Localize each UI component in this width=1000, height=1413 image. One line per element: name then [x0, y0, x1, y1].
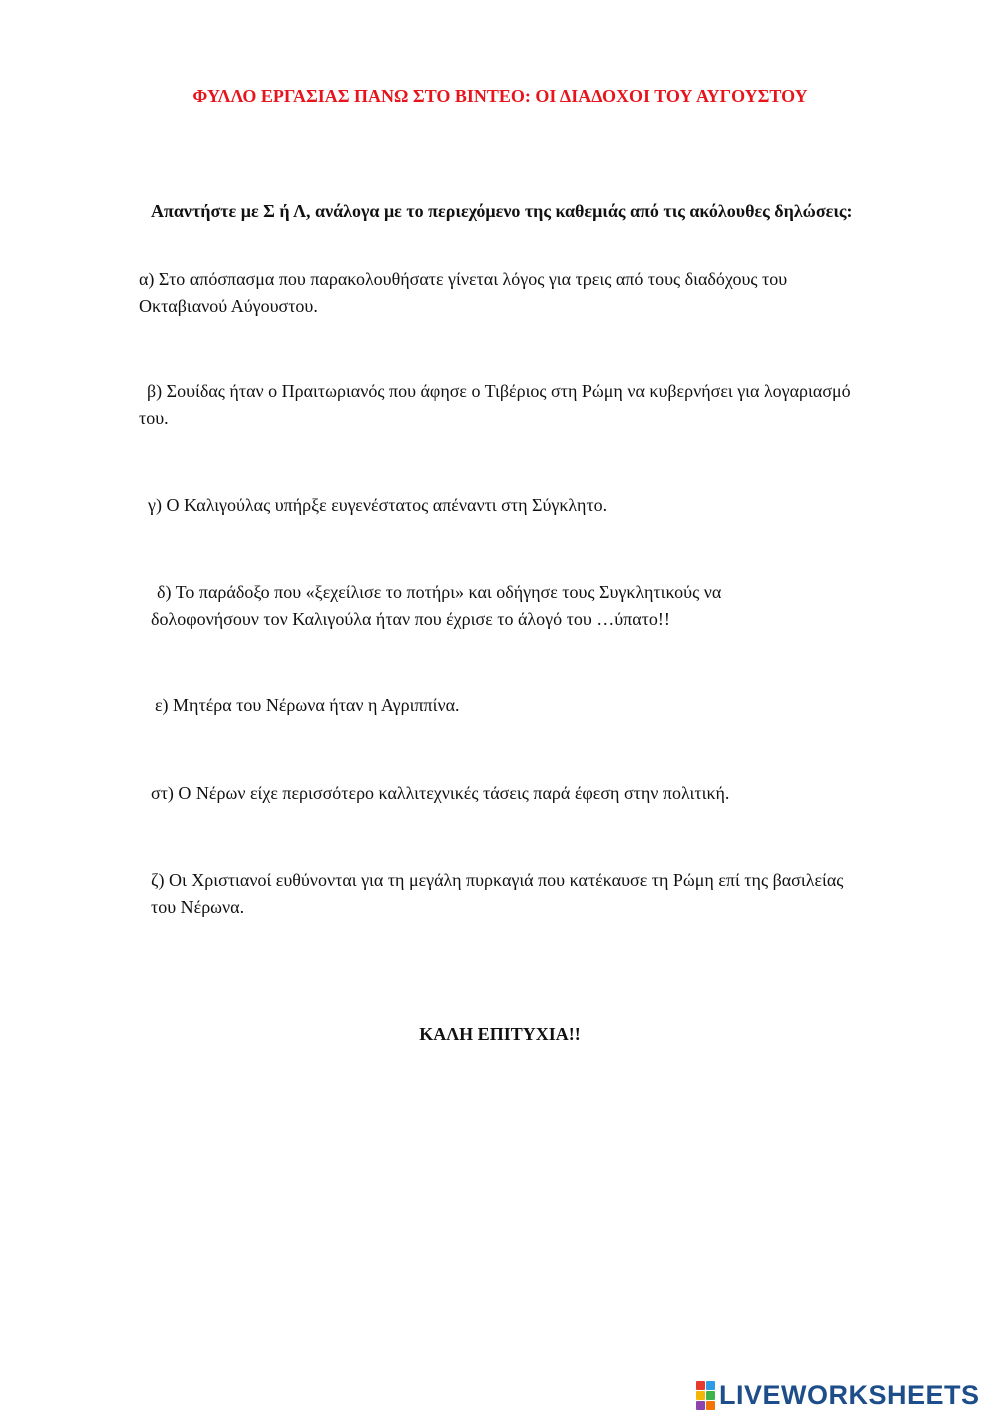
statement-a: α) Στο απόσπασμα που παρακολουθήσατε γίνεται λόγος για τρεις από τους διαδόχους του Οκταβιανού Αύγουστου.	[139, 269, 788, 316]
liveworksheets-logo-icon	[696, 1381, 715, 1410]
worksheet-title: ΦΥΛΛΟ ΕΡΓΑΣΙΑΣ ΠΑΝΩ ΣΤΟ ΒΙΝΤΕΟ: ΟΙ ΔΙΑΔΟΧΟΙ ΤΟΥ ΑΥΓΟΥΣΤΟΥ	[192, 86, 808, 106]
liveworksheets-logo[interactable]	[696, 1380, 980, 1410]
statement-st: στ) Ο Νέρων είχε περισσότερο καλλιτεχνικές τάσεις παρά έφεση στην πολιτική.	[151, 783, 730, 803]
statement-b: β) Σουίδας ήταν ο Πραιτωριανός που άφησε ο Τιβέριος στη Ρώμη να κυβερνήσει για λογαριασμό του.	[139, 381, 851, 428]
statement-c: γ) Ο Καλιγούλας υπήρξε ευγενέστατος απέναντι στη Σύγκλητο.	[148, 495, 608, 515]
statement-d: δ) Το παράδοξο που «ξεχείλισε το ποτήρι» και οδήγησε τους Συγκλητικούς να δολοφονήσουν τον Καλιγούλα ήταν που έχρισε το άλογό του …ύπατο!!	[151, 582, 722, 629]
instructions-text: Απαντήστε με Σ ή Λ, ανάλογα με το περιεχόμενο της καθεμιάς από τις ακόλουθες δηλώσεις:	[151, 201, 853, 221]
closing-text: ΚΑΛΗ ΕΠΙΤΥΧΙΑ!!	[419, 1024, 581, 1044]
logo-text: LIVEWORKSHEETS	[719, 1379, 980, 1410]
statement-e: ε) Μητέρα του Νέρωνα ήταν η Αγριππίνα.	[155, 695, 460, 715]
statement-z: ζ) Οι Χριστιανοί ευθύνονται για τη μεγάλη πυρκαγιά που κατέκαυσε τη Ρώμη επί της βασιλείας του Νέρωνα.	[151, 870, 844, 917]
